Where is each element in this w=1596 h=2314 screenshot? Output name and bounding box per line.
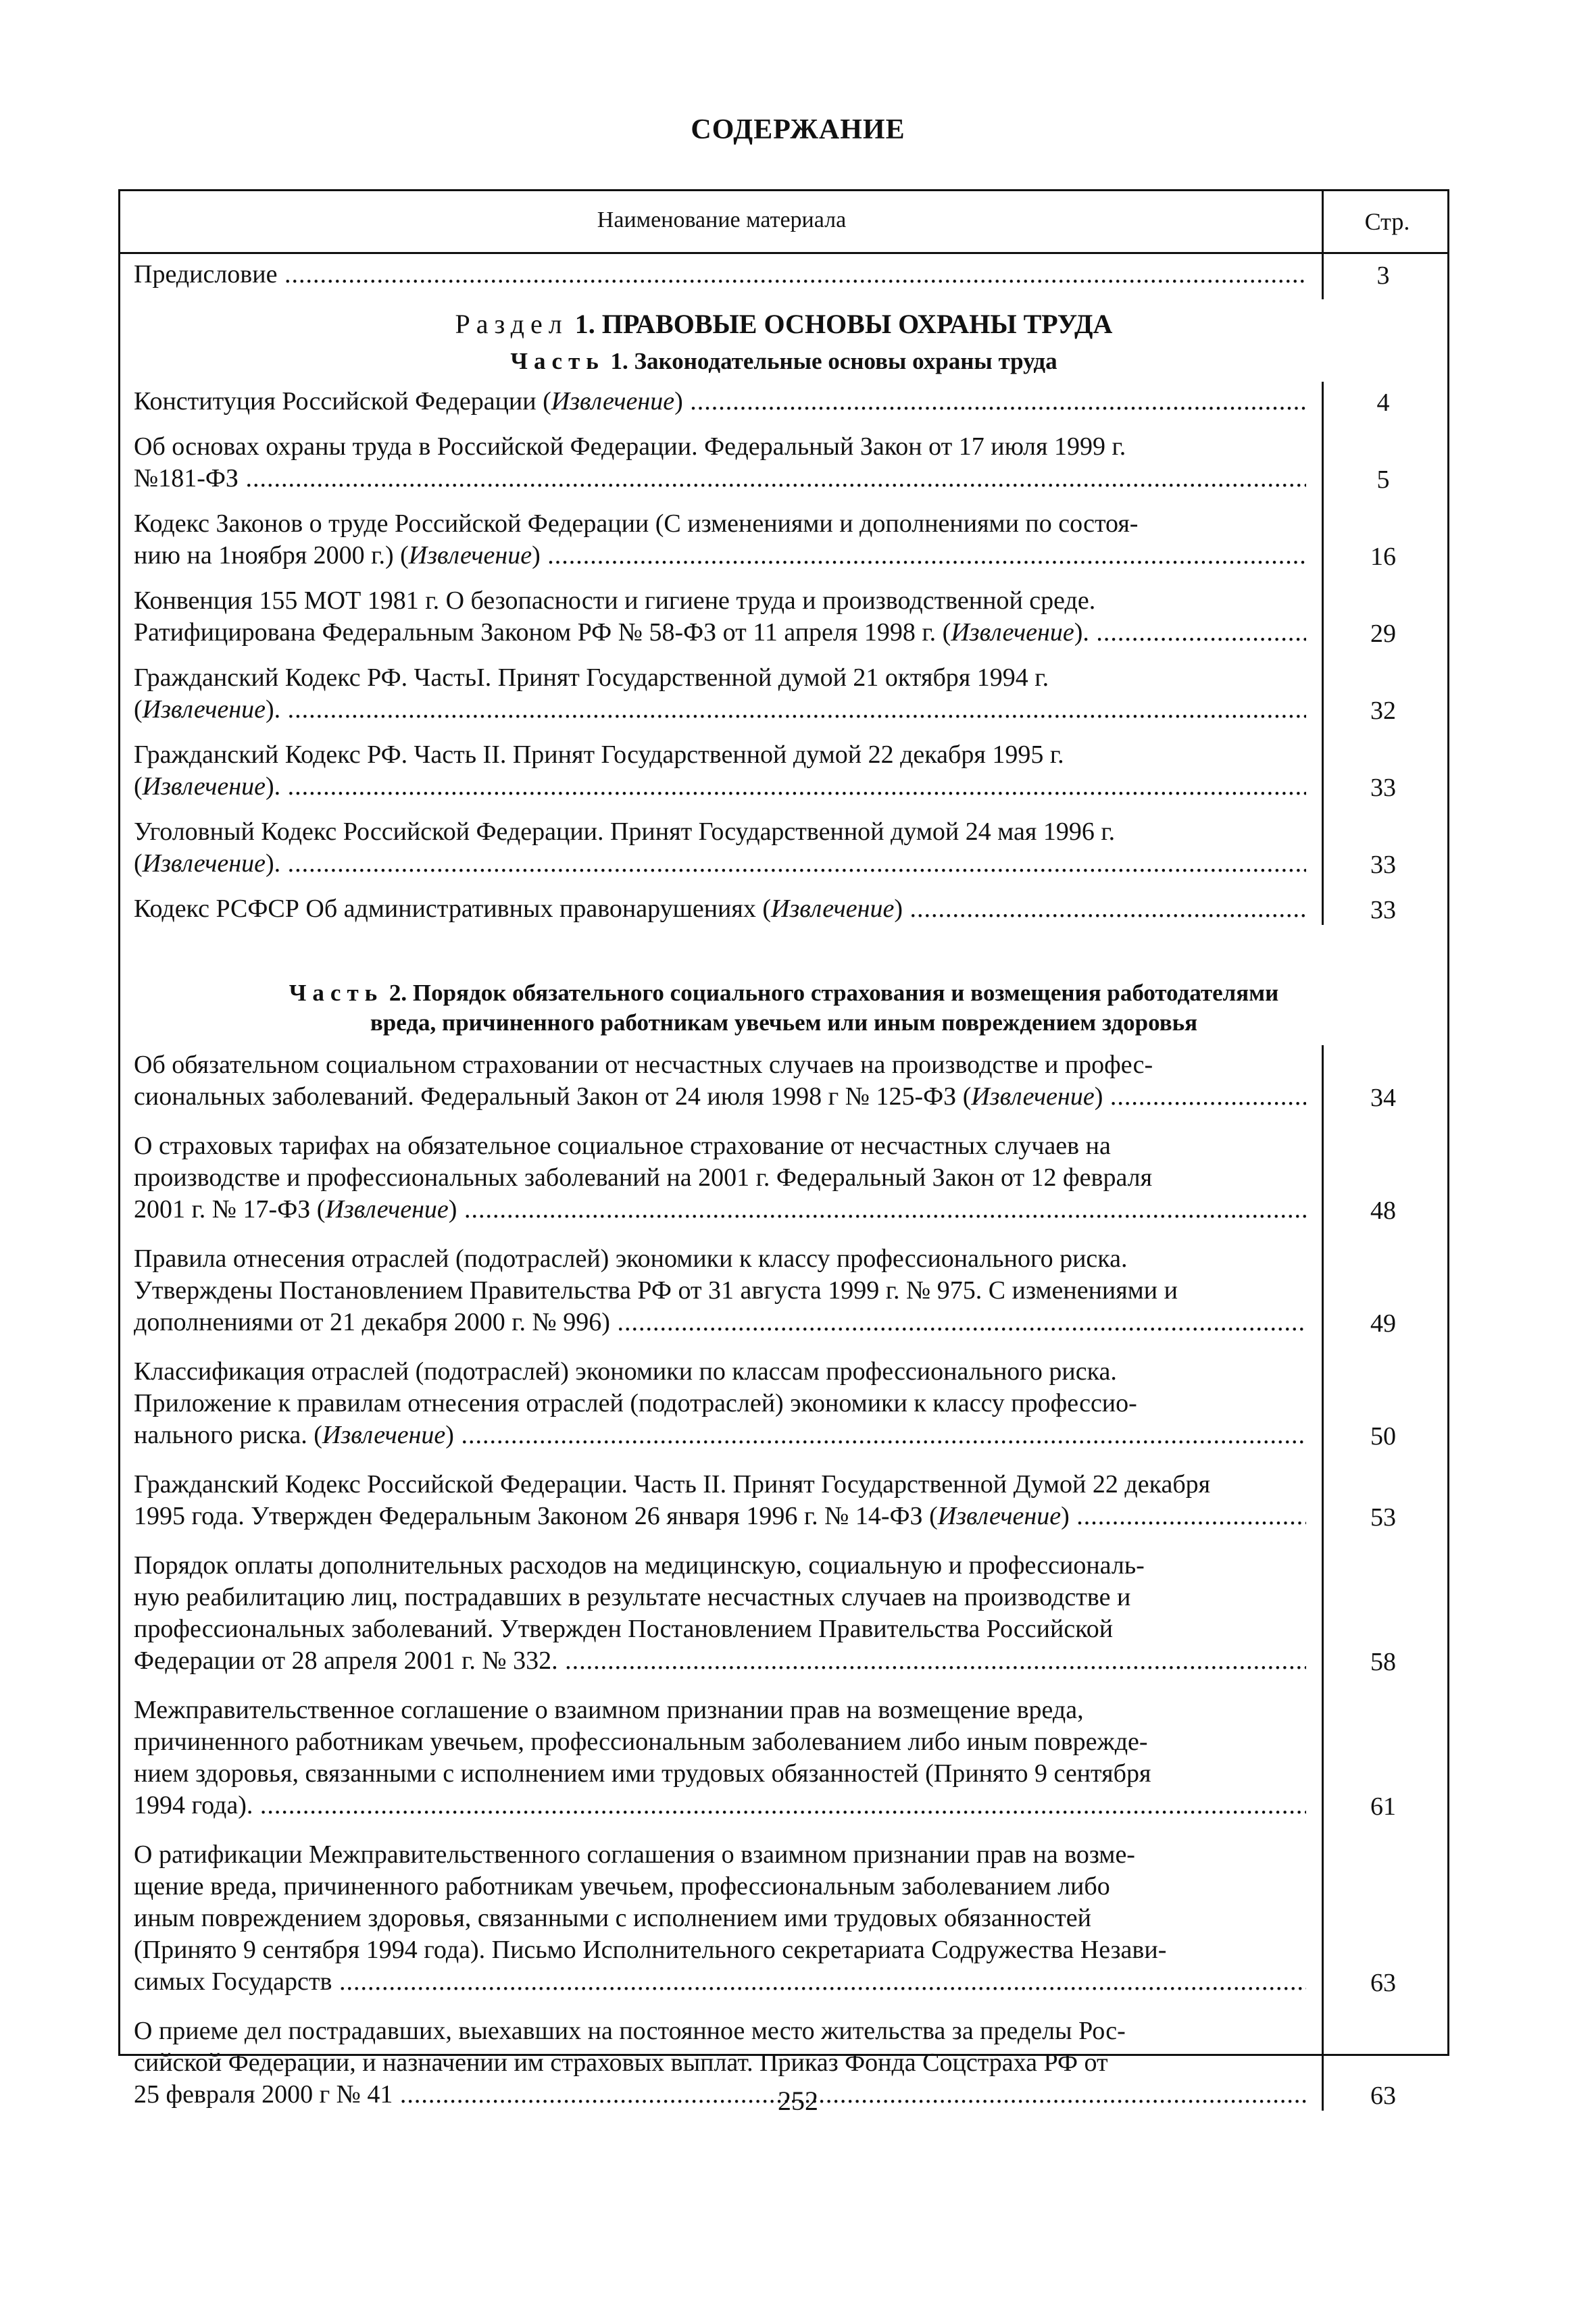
entry-text-line: сиональных заболеваний. Федеральный Закон от 24 июля 1998 г № 125-ФЗ (Извлечение) .....	[134, 1081, 1306, 1113]
part-heading-cont	[120, 1008, 1447, 1038]
entry-text-line: Правила отнесения отраслей (подотраслей) экономики к классу профессионального риска.	[134, 1244, 1128, 1273]
entry-text-line: О приеме дел пострадавших, выехавших на постоянное место жительства за пределы Рос-	[134, 2017, 1126, 2045]
toc-entry[interactable]	[134, 585, 1418, 649]
entry-text	[134, 816, 1306, 880]
header-page: Стр.	[1364, 208, 1410, 235]
entry-text-line: Межправительственное соглашение о взаимном признании прав на возмещение вреда,	[134, 1696, 1084, 1724]
entry-page: 50	[1370, 1422, 1396, 1451]
toc-entry[interactable]	[134, 893, 1418, 925]
part-heading	[120, 347, 1447, 376]
toc-entry[interactable]	[134, 1839, 1418, 1998]
entry-text-line: причиненного работникам увечьем, профессиональным заболеванием либо иным поврежде-	[134, 1728, 1148, 1756]
entry-text	[134, 386, 1306, 418]
entry-text-line: Конвенция 155 МОТ 1981 г. О безопасности и гигиене труда и производственной среде.	[134, 586, 1096, 615]
toc-entry[interactable]	[134, 1049, 1418, 1113]
entry-text-line: Конституция Российской Федерации (Извлечение) .....	[134, 386, 1306, 418]
entry-page: 29	[1370, 620, 1396, 648]
entry-text	[134, 739, 1306, 803]
entry-text-line: Кодекс РСФСР Об административных правонарушениях (Извлечение) .....	[134, 893, 1306, 925]
entry-text-line: Гражданский Кодекс РФ. ЧастьI. Принят Государственной думой 21 октября 1994 г.	[134, 663, 1049, 692]
entry-text-line: Гражданский Кодекс РФ. Часть II. Принят Государственной думой 22 декабря 1995 г.	[134, 740, 1064, 769]
header-name: Наименование материала	[597, 207, 847, 232]
entry-text-line: Классификация отраслей (подотраслей) экономики по классам профессионального риска.	[134, 1357, 1117, 1386]
entry-text-line: Об основах охраны труда в Российской Федерации. Федеральный Закон от 17 июля 1999 г.	[134, 432, 1126, 461]
table-header	[120, 191, 1447, 254]
entry-text-line: О ратификации Межправительственного соглашения о взаимном признании прав на возме-	[134, 1840, 1135, 1869]
entry-text-line: дополнениями от 21 декабря 2000 г. № 996) .....	[134, 1307, 1306, 1338]
entry-text-line: Уголовный Кодекс Российской Федерации. Принят Государственной думой 24 мая 1996 г.	[134, 818, 1116, 846]
entry-page: 63	[1370, 1969, 1396, 1997]
column-separator	[1322, 382, 1324, 925]
entry-text-line: Федерации от 28 апреля 2001 г. № 332. .....	[134, 1645, 1306, 1677]
entry-text-line: №181-ФЗ .....	[134, 463, 1306, 495]
entry-text-line: 1995 года. Утвержден Федеральным Законом 26 января 1996 г. № 14-ФЗ (Извлечение) .....	[134, 1501, 1306, 1532]
entry-text	[134, 893, 1306, 925]
toc-entry[interactable]	[134, 662, 1418, 726]
toc-entry[interactable]	[134, 1469, 1418, 1532]
entry-page: 5	[1376, 466, 1390, 494]
toc-entry[interactable]	[134, 508, 1418, 572]
column-separator	[1322, 1045, 1324, 2111]
entry-text	[134, 1356, 1306, 1451]
entry-text-line: 2001 г. № 17-ФЗ (Извлечение) .....	[134, 1194, 1306, 1226]
entry-text-line: Кодекс Законов о труде Российской Федерации (С изменениями и дополнениями по состоя-	[134, 509, 1139, 538]
entry-page: 58	[1370, 1648, 1396, 1676]
entry-page: 32	[1370, 697, 1396, 725]
entry-text	[134, 585, 1306, 649]
toc-entry[interactable]	[134, 431, 1418, 495]
toc-entry[interactable]	[134, 1130, 1418, 1226]
toc-entry[interactable]	[134, 739, 1418, 803]
page-title: СОДЕРЖАНИЕ	[691, 114, 905, 145]
column-separator	[1322, 191, 1324, 259]
entry-text-line: Об обязательном социальном страховании от несчастных случаев на производстве и профес-	[134, 1051, 1153, 1079]
entry-text-line: Порядок оплаты дополнительных расходов на медицинскую, социальную и профессиональ-	[134, 1551, 1145, 1580]
section-heading	[120, 307, 1447, 341]
entry-text	[134, 1243, 1306, 1338]
entry-text-line: 25 февраля 2000 г № 41 .....	[134, 2079, 1306, 2111]
entry-text-line: Утверждены Постановлением Правительства РФ от 31 августа 1999 г. № 975. С изменениями и	[134, 1276, 1178, 1305]
entry-text	[134, 1049, 1306, 1113]
entry-text-line: симых Государств .....	[134, 1966, 1306, 1998]
entry-page: 33	[1370, 851, 1396, 879]
entry-page: 4	[1376, 388, 1390, 417]
entry-page: 34	[1370, 1084, 1396, 1112]
entry-page: 53	[1370, 1503, 1396, 1532]
entry-text-line: щение вреда, причиненного работникам увечьем, профессиональным заболеванием либо	[134, 1872, 1110, 1901]
entry-text-line: Ратифицирована Федеральным Законом РФ № 58-ФЗ от 11 апреля 1998 г. (Извлечение). .....	[134, 617, 1306, 649]
entry-text-line: нального риска. (Извлечение) .....	[134, 1419, 1306, 1451]
entry-text	[134, 431, 1306, 495]
entry-page: 49	[1370, 1309, 1396, 1338]
entry-text-line: (Извлечение). .....	[134, 694, 1306, 726]
entry-page: 3	[1376, 261, 1390, 290]
part-prefix: Часть	[289, 980, 384, 1006]
page-number: 252	[778, 2086, 818, 2116]
entry-page: 63	[1370, 2082, 1396, 2110]
toc-entry[interactable]	[134, 1356, 1418, 1451]
entry-text-line: нию на 1ноября 2000 г.) (Извлечение) .....	[134, 540, 1306, 572]
toc-entry[interactable]	[134, 1694, 1418, 1821]
part-heading	[120, 978, 1447, 1008]
entry-text	[134, 1130, 1306, 1226]
entry-text	[134, 1469, 1306, 1532]
toc-entry-preface[interactable]	[134, 259, 1418, 291]
part-prefix: Часть	[510, 348, 605, 374]
entry-text	[134, 1550, 1306, 1677]
entry-text-line: (Извлечение). .....	[134, 771, 1306, 803]
entry-text	[134, 508, 1306, 572]
part-title-line2: вреда, причиненного работникам увечьем или иным повреждением здоровья	[370, 1009, 1198, 1036]
section-prefix: Раздел	[455, 309, 568, 339]
entry-page: 61	[1370, 1792, 1396, 1821]
entry-text-line: производстве и профессиональных заболеваний на 2001 г. Федеральный Закон от 12 февраля	[134, 1163, 1153, 1192]
part-title-line1: 2. Порядок обязательного социального страхования и возмещения работодателями	[389, 980, 1279, 1006]
entry-text-line: Приложение к правилам отнесения отраслей (подотраслей) экономики к классу профессио-	[134, 1389, 1137, 1417]
entry-text-line: нием здоровья, связанными с исполнением ими трудовых обязанностей (Принято 9 сентября	[134, 1759, 1151, 1788]
entry-text-line: профессиональных заболеваний. Утвержден Постановлением Правительства Российской	[134, 1615, 1114, 1643]
toc-entry[interactable]	[134, 1550, 1418, 1677]
entry-text-line: ную реабилитацию лиц, пострадавших в результате несчастных случаев на производстве и	[134, 1583, 1131, 1611]
entry-text-line: сийской Федерации, и назначении им страховых выплат. Приказ Фонда Соцстраха РФ от	[134, 2048, 1108, 2077]
entry-text-line: 1994 года). .....	[134, 1790, 1306, 1821]
entry-page: 16	[1370, 543, 1396, 571]
section-title: 1. ПРАВОВЫЕ ОСНОВЫ ОХРАНЫ ТРУДА	[574, 309, 1113, 339]
entry-text-line: (Принято 9 сентября 1994 года). Письмо Исполнительного секретариата Содружества Незави-	[134, 1936, 1167, 1964]
entry-page: 33	[1370, 774, 1396, 802]
toc-entry[interactable]	[134, 1243, 1418, 1338]
entry-text-line: (Извлечение). .....	[134, 848, 1306, 880]
entry-page: 33	[1370, 896, 1396, 924]
entry-text	[134, 1839, 1306, 1998]
entry-text	[134, 1694, 1306, 1821]
entry-text: Предисловие .....	[134, 259, 1306, 291]
entry-page: 48	[1370, 1197, 1396, 1225]
entry-text-line: Гражданский Кодекс Российской Федерации. Часть II. Принят Государственной Думой 22 декабря	[134, 1470, 1211, 1499]
toc-entry[interactable]	[134, 386, 1418, 418]
entry-text	[134, 662, 1306, 726]
part-title: 1. Законодательные основы охраны труда	[610, 348, 1057, 374]
entry-text-line: О страховых тарифах на обязательное социальное страхование от несчастных случаев на	[134, 1132, 1111, 1160]
toc-entry[interactable]	[134, 816, 1418, 880]
entry-text-line: иным повреждением здоровья, связанными с исполнением ими трудовых обязанностей	[134, 1904, 1091, 1932]
